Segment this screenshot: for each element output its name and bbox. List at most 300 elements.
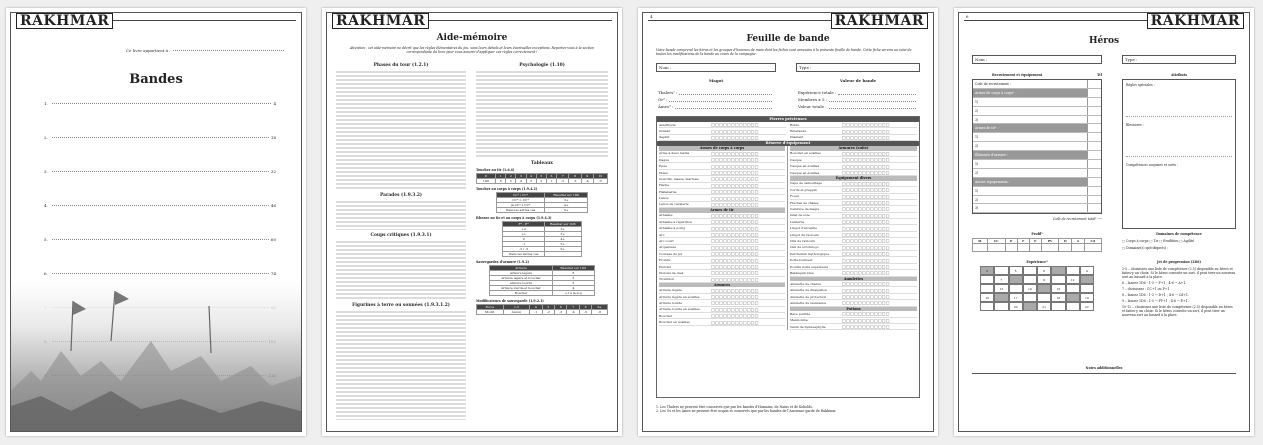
profil-value-cell[interactable] xyxy=(1005,244,1017,252)
table-header-cell: CC* / CC* xyxy=(496,193,545,198)
jet-rule: 10-12 – choisissez une liste de compétence (2.5) disponible au héros et faites-y un choix. Si le héros convoite un sort, il peut tirer un nouveau sort au hasard à la place. xyxy=(1122,305,1233,317)
xp-box[interactable] xyxy=(1023,275,1037,284)
profil-value-cell[interactable] xyxy=(1059,244,1072,252)
equipment-name: Diamant xyxy=(790,135,804,140)
magot-field[interactable] xyxy=(798,97,918,104)
equipment-name: Arme à deux mains xyxy=(659,151,690,156)
recrut-label: 1) xyxy=(975,135,979,140)
xp-box[interactable] xyxy=(1037,284,1051,293)
recrut-row[interactable] xyxy=(973,187,1101,196)
potions-band: Potions xyxy=(790,307,917,312)
page-number: 4 xyxy=(650,14,653,19)
tally-checkboxes[interactable]: □□□□□□□□□□□□ xyxy=(711,264,759,269)
xp-box[interactable] xyxy=(1023,266,1037,275)
table-cell: Modif. xyxy=(477,310,504,315)
xp-box[interactable] xyxy=(1051,275,1065,284)
xp-box[interactable]: 9 xyxy=(1037,275,1051,284)
equipment-name: Arquebuse xyxy=(659,245,676,250)
rules-column-right xyxy=(476,60,608,425)
equipment-name: Grenat xyxy=(659,129,670,134)
xp-box[interactable]: 16 xyxy=(980,293,994,302)
equipment-grid xyxy=(656,116,920,398)
jet-rule: 7 – choisissez : CC+1 ou P+1. xyxy=(1122,287,1171,291)
tally-checkboxes[interactable]: □□□□□□□□□□□□ xyxy=(842,270,890,276)
magot-field[interactable] xyxy=(658,90,774,97)
equipment-name: Lanterne xyxy=(790,219,805,224)
equipment-name: Fouet xyxy=(790,194,799,199)
jet-rule: 6 – lancez 1D6 : 1-3 → F+1 ; 4-6 → A+1. xyxy=(1122,281,1187,285)
xp-box[interactable] xyxy=(1009,284,1023,293)
xp-box[interactable] xyxy=(1023,293,1037,302)
profil-value-cell[interactable] xyxy=(1084,244,1101,252)
profil-header-cell: PV xyxy=(1041,239,1059,244)
xp-box[interactable]: 7 xyxy=(994,275,1008,284)
tally-checkboxes[interactable]: □□□□□□□□□□□□ xyxy=(842,170,890,176)
xp-box[interactable] xyxy=(1080,284,1094,293)
tally-checkboxes[interactable]: □□□□□□□□□□□□ xyxy=(711,238,759,244)
jet-rule: 9 – lancez 1D6 : 1-3 → PV+1 ; 4-6 → E+1. xyxy=(1122,299,1189,303)
profil-value-cell[interactable] xyxy=(1041,244,1059,252)
recrut-total-cell xyxy=(1087,89,1101,97)
rakhmar-logo: RAKHMAR xyxy=(16,13,113,29)
magot-field[interactable] xyxy=(658,97,774,104)
nom-field: Nom : xyxy=(656,63,776,72)
equipment-name: Bouclier en écailles xyxy=(790,151,821,156)
tally-checkboxes[interactable]: □□□□□□□□□□□□ xyxy=(711,300,759,306)
xp-box[interactable] xyxy=(1023,302,1037,311)
xp-box[interactable] xyxy=(1066,266,1080,275)
toc-page: 32 xyxy=(270,169,276,174)
table-cell: Aucun xyxy=(503,310,530,315)
recrut-row[interactable] xyxy=(973,142,1101,151)
recrut-label: Autres équipements : xyxy=(975,179,1010,184)
recrut-label: 1) xyxy=(975,162,979,167)
table-cell: 1-3 xyxy=(503,305,530,310)
equipment-name: Hache xyxy=(659,183,670,188)
tally-checkboxes[interactable]: □□□□□□□□□□□□ xyxy=(842,238,890,244)
table-header-cell: Résultat sur 1D6 xyxy=(544,222,581,227)
armes-tir-band: Armes de tir xyxy=(659,208,785,213)
equipment-name: Parchemin mythologique xyxy=(790,251,830,256)
section-heading: Figurines à terre ou sonnées (1.9.3.1.2) xyxy=(352,303,450,308)
recrut-label: Armes de corps à corps¹ : xyxy=(975,90,1017,95)
table-cell: 2 xyxy=(536,179,546,184)
field-label: Or² : xyxy=(658,97,668,102)
xp-box[interactable] xyxy=(1009,275,1023,284)
tally-checkboxes[interactable]: □□□□□□□□□□□□ xyxy=(711,225,759,231)
reserve-band: Réserve d'équipement xyxy=(657,141,919,146)
xp-box[interactable] xyxy=(1051,302,1065,311)
equipment-name: Oeil de scrofulogo xyxy=(790,245,819,250)
recrut-row[interactable] xyxy=(973,204,1101,213)
intro-text: Votre bande comprend les héros et les groupes d'hommes de main dont les fiches sont annexées à la présente feuille de bande. Cette fiche servira au suivi de toutes les modifications de la bande au cours de la campagne. xyxy=(656,48,912,56)
profil-value-cell[interactable] xyxy=(1029,244,1041,252)
recrut-total-cell xyxy=(1087,107,1101,115)
page-title: Héros xyxy=(1088,36,1120,46)
table-cell: Force xyxy=(477,305,504,310)
tally-checkboxes[interactable]: □□□□□□□□□□□□ xyxy=(711,122,759,128)
tally-checkboxes[interactable]: □□□□□□□□□□□□ xyxy=(711,244,759,250)
table-cell: CC* > CC* xyxy=(496,198,545,203)
table-cell: 4 xyxy=(552,286,594,291)
toc-number: 1. xyxy=(44,101,48,106)
page-number: 6 xyxy=(966,14,969,19)
table-cell xyxy=(544,252,581,257)
experience-heading: Expérience³ xyxy=(1026,260,1048,264)
toc-dots xyxy=(52,171,269,172)
recrut-total-cell xyxy=(1087,80,1101,88)
tally-checkboxes[interactable]: □□□□□□□□□□□□ xyxy=(842,122,890,128)
table-cell: 7 xyxy=(567,305,579,310)
toc-number: 3. xyxy=(44,169,48,174)
table-header-cell: F* - E* xyxy=(503,222,545,227)
blessures-label: Blessures : xyxy=(1126,123,1144,127)
equipment-name: Armure légère en écailles xyxy=(659,294,700,299)
tally-checkboxes[interactable]: □□□□□□□□□□□□ xyxy=(711,157,759,163)
tally-checkboxes[interactable]: □□□□□□□□□□□□ xyxy=(711,134,759,140)
equipment-name: Tromblon xyxy=(659,277,675,282)
toc-entry[interactable] xyxy=(44,202,276,208)
regles-label: Règles spéciales : xyxy=(1126,83,1155,87)
equipment-name: Cape de camouflage xyxy=(790,181,822,186)
equipment-name: Porte-bonheur xyxy=(790,258,813,263)
xp-box[interactable] xyxy=(994,293,1008,302)
tally-checkboxes[interactable]: □□□□□□□□□□□□ xyxy=(842,157,890,163)
equipment-name: Bouclier en écailles xyxy=(659,320,690,325)
recrut-row[interactable] xyxy=(973,151,1101,160)
recrut-total-cell xyxy=(1087,196,1101,204)
equipment-name: Casque en écailles xyxy=(790,170,820,175)
pierres-band: Pierres précieuses xyxy=(657,117,919,122)
tally-checkboxes[interactable]: □□□□□□□□□□□□ xyxy=(711,251,759,257)
recrut-row[interactable] xyxy=(973,80,1101,89)
xp-box[interactable]: 13 xyxy=(994,284,1008,293)
tally-checkboxes[interactable]: □□□□□□□□□□□□ xyxy=(711,319,759,325)
armures-suite-band: Armures (suite) xyxy=(790,146,917,151)
table-cell: -5 xyxy=(593,179,607,184)
toc-page: 60 xyxy=(270,237,276,242)
section-heading: Tableaux xyxy=(531,161,553,166)
toucher-cac-table xyxy=(496,192,588,213)
equipment-name: Amulette de chance xyxy=(790,281,822,286)
profil-value-cell[interactable] xyxy=(1072,244,1084,252)
toucher-tir-table xyxy=(476,173,608,184)
valeur-heading: Valeur de bande xyxy=(839,78,877,83)
table-caption: Toucher au tir (1.6.4) xyxy=(476,168,515,172)
tally-checkboxes[interactable]: □□□□□□□□□□□□ xyxy=(711,306,759,312)
profil-value-cell[interactable] xyxy=(973,244,988,252)
equipment-name: Baldaquin bleu xyxy=(790,270,814,275)
xp-box[interactable] xyxy=(1037,293,1051,302)
notes-heading: Notes additionnelles xyxy=(1085,366,1123,370)
xp-box[interactable]: 4 xyxy=(1080,266,1094,275)
profil-value-cell[interactable] xyxy=(1017,244,1029,252)
valeur-fields xyxy=(798,90,918,111)
recrut-label: 1) xyxy=(975,188,979,193)
equipment-name: Hallebarde xyxy=(659,189,677,194)
table-caption: Modificateurs de sauvegarde (1.9.2.1) xyxy=(476,299,544,303)
xp-box[interactable] xyxy=(994,302,1008,311)
table-cell: 1 xyxy=(546,179,556,184)
page-title: Aide-mémoire xyxy=(436,33,508,43)
toc-dots xyxy=(52,137,269,138)
armes-cac-band: Armes de corps à corps xyxy=(659,146,785,151)
equipment-name: Lance xyxy=(659,196,669,201)
recrut-total-cell xyxy=(1087,133,1101,141)
table-cell: 2 xyxy=(506,174,516,179)
tally-checkboxes[interactable]: □□□□□□□□□□□□ xyxy=(711,128,759,134)
xp-box[interactable]: 15 xyxy=(1051,284,1065,293)
tally-checkboxes[interactable]: □□□□□□□□□□□□ xyxy=(842,187,890,193)
competences-label: Compétences acquises et sorts : xyxy=(1126,163,1179,167)
magot-field[interactable] xyxy=(798,104,918,111)
tally-checkboxes[interactable]: □□□□□□□□□□□□ xyxy=(842,264,890,269)
table-row xyxy=(490,291,595,296)
rakhmar-logo: RAKHMAR xyxy=(1147,13,1244,29)
tally-checkboxes[interactable]: □□□□□□□□□□□□ xyxy=(711,287,759,293)
xp-box[interactable]: 18 xyxy=(1051,293,1065,302)
toc-dots xyxy=(52,103,271,104)
tally-checkboxes[interactable]: □□□□□□□□□□□□ xyxy=(711,276,759,282)
xp-box[interactable]: 20 xyxy=(1009,302,1023,311)
toc-page: 74 xyxy=(270,271,276,276)
table-cell: -1 xyxy=(503,242,545,247)
table-cell: +1 à la svg xyxy=(552,291,594,296)
tally-checkboxes[interactable]: □□□□□□□□□□□□ xyxy=(842,134,890,140)
equipment-name: Lance de cavalerie xyxy=(659,202,689,207)
equipment-name: Arc xyxy=(659,232,665,237)
xp-box[interactable] xyxy=(980,284,994,293)
type-field: Type : xyxy=(796,63,920,72)
equipment-name: Dague xyxy=(659,157,670,162)
profil-header-cell: Cd xyxy=(1084,239,1101,244)
tally-checkboxes[interactable]: □□□□□□□□□□□□ xyxy=(842,206,890,212)
tally-checkboxes[interactable]: □□□□□□□□□□□□ xyxy=(711,313,759,319)
field-label: Membres x 5 : xyxy=(798,97,828,102)
equipment-name: Arbalète à répétition xyxy=(659,219,692,224)
recrut-row[interactable] xyxy=(973,169,1101,178)
recrut-row[interactable] xyxy=(973,124,1101,133)
profil-header-cell: P xyxy=(1005,239,1017,244)
equipment-name: Casque en écailles xyxy=(790,164,820,169)
tally-checkboxes[interactable]: □□□□□□□□□□□□ xyxy=(711,212,759,218)
tally-checkboxes[interactable]: □□□□□□□□□□□□ xyxy=(711,195,759,201)
tally-checkboxes[interactable]: □□□□□□□□□□□□ xyxy=(711,232,759,238)
tally-checkboxes[interactable]: □□□□□□□□□□□□ xyxy=(842,193,890,199)
equipment-name: Casque xyxy=(790,157,802,162)
tally-checkboxes[interactable]: □□□□□□□□□□□□ xyxy=(711,176,759,182)
tally-checkboxes[interactable]: □□□□□□□□□□□□ xyxy=(711,201,759,207)
field-line xyxy=(829,97,916,102)
tally-checkboxes[interactable]: □□□□□□□□□□□□ xyxy=(842,225,890,231)
xp-box[interactable]: 19 xyxy=(1080,293,1094,302)
recrut-total-cell xyxy=(1087,178,1101,186)
tally-checkboxes[interactable]: □□□□□□□□□□□□ xyxy=(842,163,890,169)
page-heros xyxy=(954,8,1254,436)
tally-checkboxes[interactable]: □□□□□□□□□□□□ xyxy=(711,294,759,300)
xp-box[interactable]: 22 xyxy=(1080,302,1094,311)
recrut-row[interactable] xyxy=(973,89,1101,98)
table-cell: 6 xyxy=(496,179,506,184)
jet-rule: 8 – lancez 1D6 : 1-3 → D+1 ; 4-6 → Cd+1. xyxy=(1122,293,1189,297)
recrut-row[interactable] xyxy=(973,133,1101,142)
table-cell: -2 xyxy=(542,310,554,315)
table-row xyxy=(503,252,581,257)
experience-track xyxy=(980,266,1094,311)
equipment-name: Mannonine xyxy=(790,318,808,323)
tally-checkboxes[interactable]: □□□□□□□□□□□□ xyxy=(842,232,890,238)
xp-box[interactable]: 8 xyxy=(1037,266,1051,275)
toc-number: 6. xyxy=(44,271,48,276)
table-cell: 3+ xyxy=(544,232,581,237)
rules-text-block xyxy=(336,200,466,230)
tally-checkboxes[interactable]: □□□□□□□□□□□□ xyxy=(711,163,759,169)
equipment-name: Émeraude xyxy=(790,129,807,134)
magot-field[interactable] xyxy=(658,104,774,111)
tally-checkboxes[interactable]: □□□□□□□□□□□□ xyxy=(842,180,890,186)
xp-box[interactable]: 17 xyxy=(1009,293,1023,302)
domaines-specifiques: □ Domaine(s) spécifique(s) : xyxy=(1122,246,1169,250)
rules-text-block xyxy=(336,70,466,190)
xp-box[interactable]: 21 xyxy=(1037,302,1051,311)
table-cell: 10 xyxy=(593,174,607,179)
recrut-row[interactable] xyxy=(973,178,1101,187)
tally-checkboxes[interactable]: □□□□□□□□□□□□ xyxy=(842,317,890,323)
armure-table xyxy=(489,265,595,296)
recrut-total-cell xyxy=(1087,187,1101,195)
xp-box[interactable] xyxy=(1066,302,1080,311)
tally-checkboxes[interactable]: □□□□□□□□□□□□ xyxy=(842,324,890,330)
tally-checkboxes[interactable]: □□□□□□□□□□□□ xyxy=(842,287,890,293)
tally-checkboxes[interactable]: □□□□□□□□□□□□ xyxy=(842,219,890,225)
tally-checkboxes[interactable]: □□□□□□□□□□□□ xyxy=(711,189,759,195)
table-row xyxy=(496,208,587,213)
jet-rules xyxy=(1122,267,1236,319)
tally-checkboxes[interactable]: □□□□□□□□□□□□ xyxy=(842,244,890,250)
table-header-cell: Armure xyxy=(490,266,553,271)
type-field: Type : xyxy=(1122,55,1236,64)
tally-checkboxes[interactable]: □□□□□□□□□□□□ xyxy=(842,212,890,218)
xp-box[interactable]: 12 xyxy=(1066,275,1080,284)
toc-entry[interactable] xyxy=(44,270,276,276)
profil-value-cell[interactable] xyxy=(987,244,1005,252)
xp-box[interactable] xyxy=(1066,284,1080,293)
recrut-label: Éléments d'armure : xyxy=(975,153,1009,158)
rules-text-block xyxy=(336,310,466,420)
profil-header-cell: CC xyxy=(987,239,1005,244)
xp-box[interactable] xyxy=(1066,293,1080,302)
field-line xyxy=(829,104,916,109)
tally-checkboxes[interactable]: □□□□□□□□□□□□ xyxy=(842,300,890,306)
toc-entry[interactable] xyxy=(44,134,276,140)
equipment-name: Bouclier xyxy=(659,313,673,318)
tally-checkboxes[interactable]: □□□□□□□□□□□□ xyxy=(842,251,890,257)
page-aide-memoire xyxy=(322,8,622,436)
footnote: 2. Les Os et les Âmes ne peuvent être acquis et conservés que par les bandes de l'Ancienne garde de Rakhmar. xyxy=(656,409,837,413)
recrut-label: 3) xyxy=(975,117,979,122)
recrut-row[interactable] xyxy=(973,107,1101,116)
profil-table xyxy=(972,238,1102,252)
tally-checkboxes[interactable]: □□□□□□□□□□□□ xyxy=(842,200,890,206)
table-caption: Toucher au corps à corps (1.9.4.2) xyxy=(476,187,538,191)
equipment-name: Arbalète à poing xyxy=(659,226,686,231)
table-cell: 4 xyxy=(526,174,536,179)
tally-checkboxes[interactable]: □□□□□□□□□□□□ xyxy=(842,294,890,300)
tally-checkboxes[interactable]: □□□□□□□□□□□□ xyxy=(711,257,759,263)
equipment-name: Fronde xyxy=(659,258,671,263)
equipment-name: Venin de Synneaphylle xyxy=(790,324,826,329)
recrut-label: 1) xyxy=(975,99,979,104)
xp-box[interactable]: 14 xyxy=(1023,284,1037,293)
tally-checkboxes[interactable]: □□□□□□□□□□□□ xyxy=(842,128,890,134)
table-cell: 3+ xyxy=(545,198,588,203)
xp-box[interactable] xyxy=(980,275,994,284)
equipment-name: Gilet de soie xyxy=(790,213,810,218)
tally-checkboxes[interactable]: □□□□□□□□□□□□ xyxy=(711,182,759,188)
tally-checkboxes[interactable]: □□□□□□□□□□□□ xyxy=(711,270,759,276)
table-cell: -4 xyxy=(567,310,579,315)
equipment-name: Saphir xyxy=(659,135,670,140)
header-line xyxy=(402,20,612,21)
section-heading: Parades (1.9.3.2) xyxy=(379,193,422,198)
equipment-name: Bave putride xyxy=(790,311,811,316)
equipment-name: Gourdin, masse, marteau xyxy=(659,176,699,181)
recrut-row[interactable] xyxy=(973,98,1101,107)
toc-entry[interactable] xyxy=(44,100,276,106)
rules-text-block xyxy=(476,70,608,158)
recrut-total-cell xyxy=(1087,116,1101,124)
recrut-heading: Recrutement et équipement Ttl xyxy=(992,73,1102,77)
table-cell: +1 xyxy=(503,232,545,237)
battle-illustration xyxy=(11,281,301,431)
amulettes-band: Amulettes xyxy=(790,277,917,282)
book-title: Bandes xyxy=(129,72,183,87)
table-cell: 2+ xyxy=(544,227,581,232)
xp-box[interactable] xyxy=(1080,275,1094,284)
equipment-name: Couteau de jet xyxy=(659,251,682,256)
equipment-name: Pistolet de duel xyxy=(659,270,684,275)
tally-checkboxes[interactable]: □□□□□□□□□□□□ xyxy=(711,219,759,225)
tally-checkboxes[interactable]: □□□□□□□□□□□□ xyxy=(842,311,890,317)
tally-checkboxes[interactable]: □□□□□□□□□□□□ xyxy=(711,150,759,156)
nom-field: Nom : xyxy=(972,55,1102,64)
xp-box[interactable] xyxy=(994,266,1008,275)
recrut-row[interactable] xyxy=(973,116,1101,125)
tally-checkboxes[interactable]: □□□□□□□□□□□□ xyxy=(842,150,890,156)
equipment-name: Armure lourde en écailles xyxy=(659,307,700,312)
xp-box[interactable] xyxy=(980,302,994,311)
table-header-cell: Résultat sur 1D6 xyxy=(552,266,594,271)
recrut-row[interactable] xyxy=(973,160,1101,169)
table-cell: -5 xyxy=(579,310,591,315)
table-cell: Armure lourde xyxy=(490,281,553,286)
xp-box[interactable]: 5 xyxy=(1009,266,1023,275)
recrut-row[interactable] xyxy=(973,196,1101,205)
xp-box[interactable] xyxy=(1051,266,1065,275)
toc-entry[interactable] xyxy=(44,168,276,174)
tally-checkboxes[interactable]: □□□□□□□□□□□□ xyxy=(842,257,890,263)
toc-entry[interactable] xyxy=(44,236,276,242)
tally-checkboxes[interactable]: □□□□□□□□□□□□ xyxy=(711,170,759,176)
toc-dots xyxy=(52,239,269,240)
tally-checkboxes[interactable]: □□□□□□□□□□□□ xyxy=(842,281,890,287)
magot-field[interactable] xyxy=(798,90,918,97)
equipment-name: Armure lourde xyxy=(659,300,683,305)
table-cell: 4 xyxy=(516,179,526,184)
cout-total: Coût de recrutement total² ⟶ xyxy=(1052,217,1102,221)
xp-box[interactable]: 2 xyxy=(980,266,994,275)
table-cell: 9 xyxy=(581,174,593,179)
